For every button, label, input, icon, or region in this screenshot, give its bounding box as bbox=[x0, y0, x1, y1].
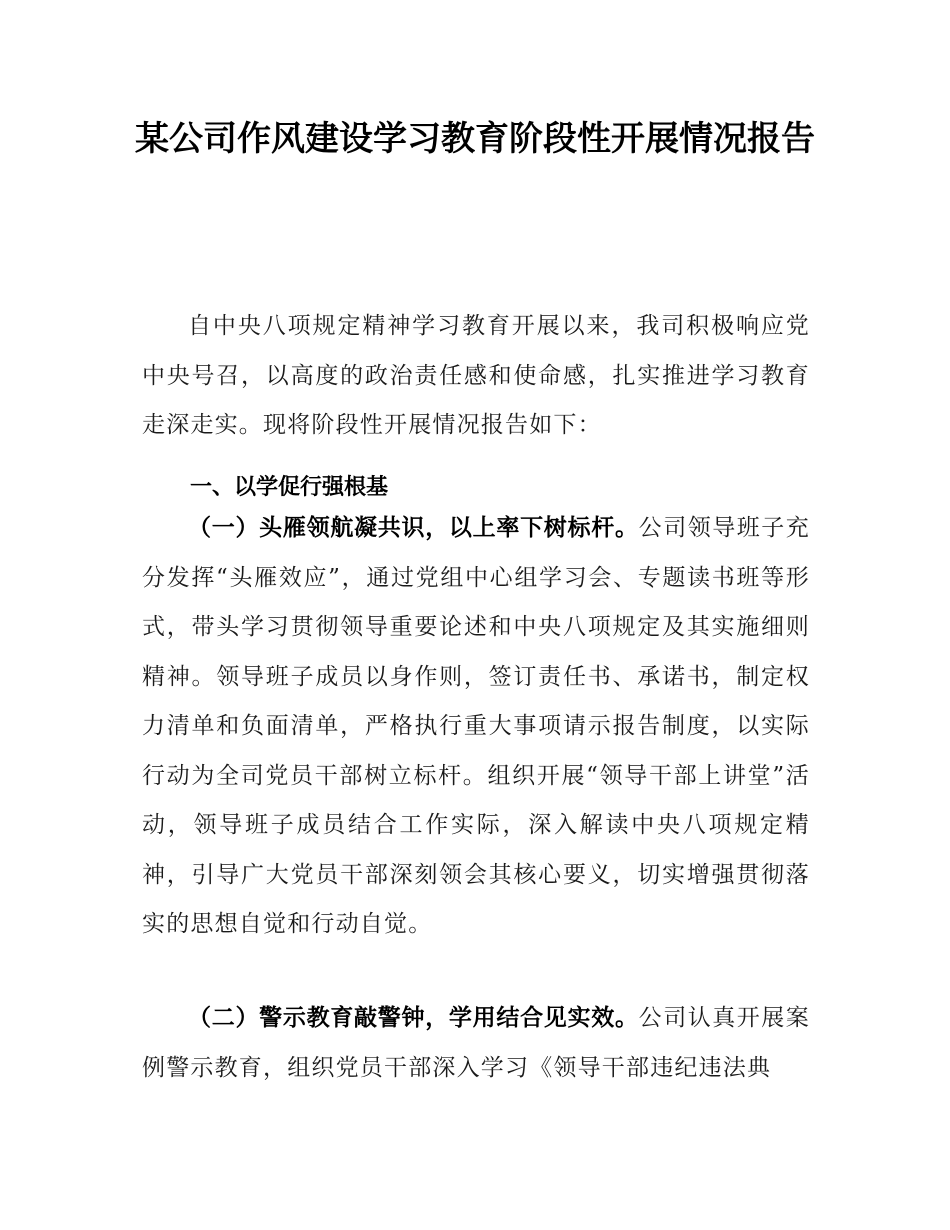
document-title: 某公司作风建设学习教育阶段性开展情况报告 bbox=[135, 119, 815, 159]
paragraph-item-2 bbox=[142, 994, 810, 1093]
paragraph-lead: （二）警示教育敲警钟，学用结合见实效。 bbox=[188, 1005, 639, 1031]
section-heading: 一、以学促行强根基 bbox=[190, 475, 389, 500]
paragraph-item-1 bbox=[142, 504, 810, 950]
paragraph-lead: （一）头雁领航凝共识，以上率下树标杆。 bbox=[188, 515, 639, 541]
paragraph-text: 公司认真开展案例警示教育，组织党员干部深入学习《领导干部违纪违法典 bbox=[142, 1005, 810, 1081]
intro-paragraph: 自中央八项规定精神学习教育开展以来，我司积极响应党中央号召，以高度的政治责任感和使命感，扎实推进学习教育走深走实。现将阶段性开展情况报告如下： bbox=[142, 313, 810, 438]
paragraph-text: 公司领导班子充分发挥“头雁效应”，通过党组中心组学习会、专题读书班等形式，带头学习贯彻领导重要论述和中央八项规定及其实施细则精神。领导班子成员以身作则，签订责任书、承诺书，制定权力清单和负面清单，严格执行重大事项请示报告制度，以实际行动为全司党员干部树立标杆。组织开展“领导干部上讲堂”活动，领导班子成员结合工作实际，深入解读中央八项规定精神，引导广大党员干部深刻领会其核心要义，切实增强贯彻落实的思想自觉和行动自觉。 bbox=[142, 515, 810, 937]
